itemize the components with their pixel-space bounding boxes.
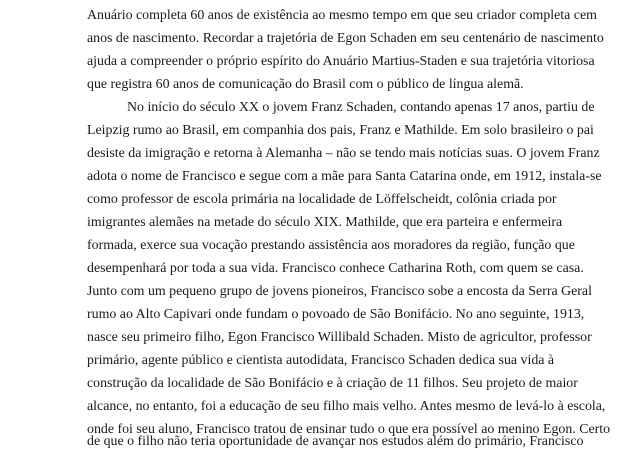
paragraph-1-line: ajuda a compreender o próprio espírito do Anuário Martius-Staden e sua trajetória vitoriosa — [87, 54, 595, 69]
paragraph-2-line: primário, agente público e cientista autodidata, Francisco Schaden dedica sua vida à — [87, 353, 555, 368]
paragraph-2-line: desiste da imigração e retorna à Alemanha – não se tendo mais notícias suas. O jovem Franz — [87, 146, 600, 161]
paragraph-1-line: que registra 60 anos de comunicação do Brasil com o público de língua alemã. — [87, 77, 524, 92]
paragraph-2-line: rumo ao Alto Capivari onde fundam o povoado de São Bonifácio. No ano seguinte, 1913, — [87, 307, 585, 322]
paragraph-2-line: construção da localidade de São Bonifácio e à criação de 11 filhos. Seu projeto de maior — [87, 376, 578, 391]
paragraph-1-line: Anuário completa 60 anos de existência ao mesmo tempo em que seu criador completa cem — [87, 8, 597, 23]
paragraph-2-line: alcance, no entanto, foi a educação de seu filho mais velho. Antes mesmo de levá-lo à escola, — [87, 399, 606, 414]
paragraph-2-line: como professor de escola primária na localidade de Löffelscheidt, colônia criada por — [87, 192, 557, 207]
paragraph-2-line: Leipzig rumo ao Brasil, em companhia dos pais, Franz e Mathilde. Em solo brasileiro o pai — [87, 123, 594, 138]
paragraph-2-line: de que o filho não teria oportunidade de avançar nos estudos além do primário, Francisco — [87, 434, 584, 449]
paragraph-2-line: formada, exerce sua vocação prestando assistência aos moradores da região, função que — [87, 238, 575, 253]
paragraph-2-line: adota o nome de Francisco e segue com a mãe para Santa Catarina onde, em 1912, instala-se — [87, 169, 602, 184]
paragraph-1-line: anos de nascimento. Recordar a trajetória de Egon Schaden em seu centenário de nascimento — [87, 31, 604, 46]
paragraph-2-line: desempenhará por toda a sua vida. Francisco conhece Catharina Roth, com quem se casa. — [87, 261, 584, 276]
paragraph-2-line: imigrantes alemães na metade do século XIX. Mathilde, que era parteira e enfermeira — [87, 215, 563, 230]
paragraph-2-line: No início do século XX o jovem Franz Schaden, contando apenas 17 anos, partiu de — [127, 100, 595, 115]
paragraph-2-line: nasce seu primeiro filho, Egon Francisco Willibald Schaden. Misto de agricultor, professor — [87, 330, 592, 345]
paragraph-2-line: Junto com um pequeno grupo de jovens pioneiros, Francisco sobe a encosta da Serra Geral — [87, 284, 592, 299]
paragraph-2-line: onde foi seu aluno, Francisco tratou de ensinar tudo o que era possível ao menino Egon. Certo — [87, 422, 611, 437]
